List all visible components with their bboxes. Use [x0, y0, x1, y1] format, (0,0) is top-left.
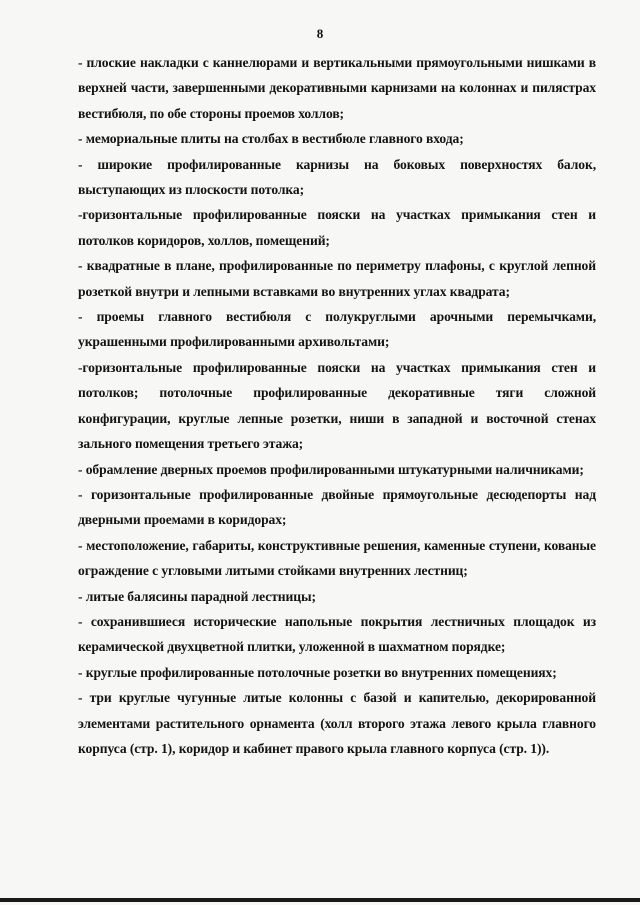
- list-item: - литые балясины парадной лестницы;: [78, 588, 316, 604]
- list-item: - горизонтальные профилированные двойные прямоугольные десюдепорты над дверными проемами в коридорах;: [78, 486, 596, 528]
- list-item: - сохранившиеся исторические напольные покрытия лестничных площадок из керамической двухцветной плитки, уложенной в шахматном порядке;: [78, 613, 596, 655]
- list-item: - широкие профилированные карнизы на боковых поверхностях балок, выступающих из плоскости потолка;: [78, 156, 596, 198]
- list-item: - круглые профилированные потолочные розетки во внутренних помещениях;: [78, 664, 557, 680]
- list-item: -горизонтальные профилированные пояски на участках примыкания стен и потолков коридоров, холлов, помещений;: [78, 207, 596, 248]
- list-item: -горизонтальные профилированные пояски на участках примыкания стен и потолков; потолочные профилированные декоративные тяги сложной конфигурации, круглые лепные розетки, ниши в западной и восточной стенах зального помещения третьего этажа;: [78, 359, 596, 452]
- list-item: - мемориальные плиты на столбах в вестибюле главного входа;: [78, 131, 464, 147]
- list-item: - три круглые чугунные литые колонны с базой и капителью, декорированной элементами растительного орнамента (холл второго этажа левого крыла главного корпуса (стр. 1), коридор и кабинет правого крыла главного корпуса (стр. 1)).: [78, 690, 596, 756]
- list-item: - обрамление дверных проемов профилированными штукатурными наличниками;: [78, 461, 584, 477]
- document-body: [78, 50, 596, 761]
- page-number: 8: [316, 26, 324, 41]
- list-item: - плоские накладки с каннелюрами и вертикальными прямоугольными нишками в верхней части, завершенными декоративными карнизами на колоннах и пилястрах вестибюля, по обе стороны проемов холлов;: [78, 55, 596, 121]
- list-item: - местоположение, габариты, конструктивные решения, каменные ступени, кованые ограждение с угловыми литыми стойками внутренних лестниц;: [78, 537, 596, 579]
- list-item: - проемы главного вестибюля с полукруглыми арочными перемычками, украшенными профилированными архивольтами;: [78, 309, 596, 350]
- scan-edge-divider: [0, 898, 640, 902]
- list-item: - квадратные в плане, профилированные по периметру плафоны, с круглой лепной розеткой внутри и лепными вставками во внутренних углах квадрата;: [78, 258, 596, 299]
